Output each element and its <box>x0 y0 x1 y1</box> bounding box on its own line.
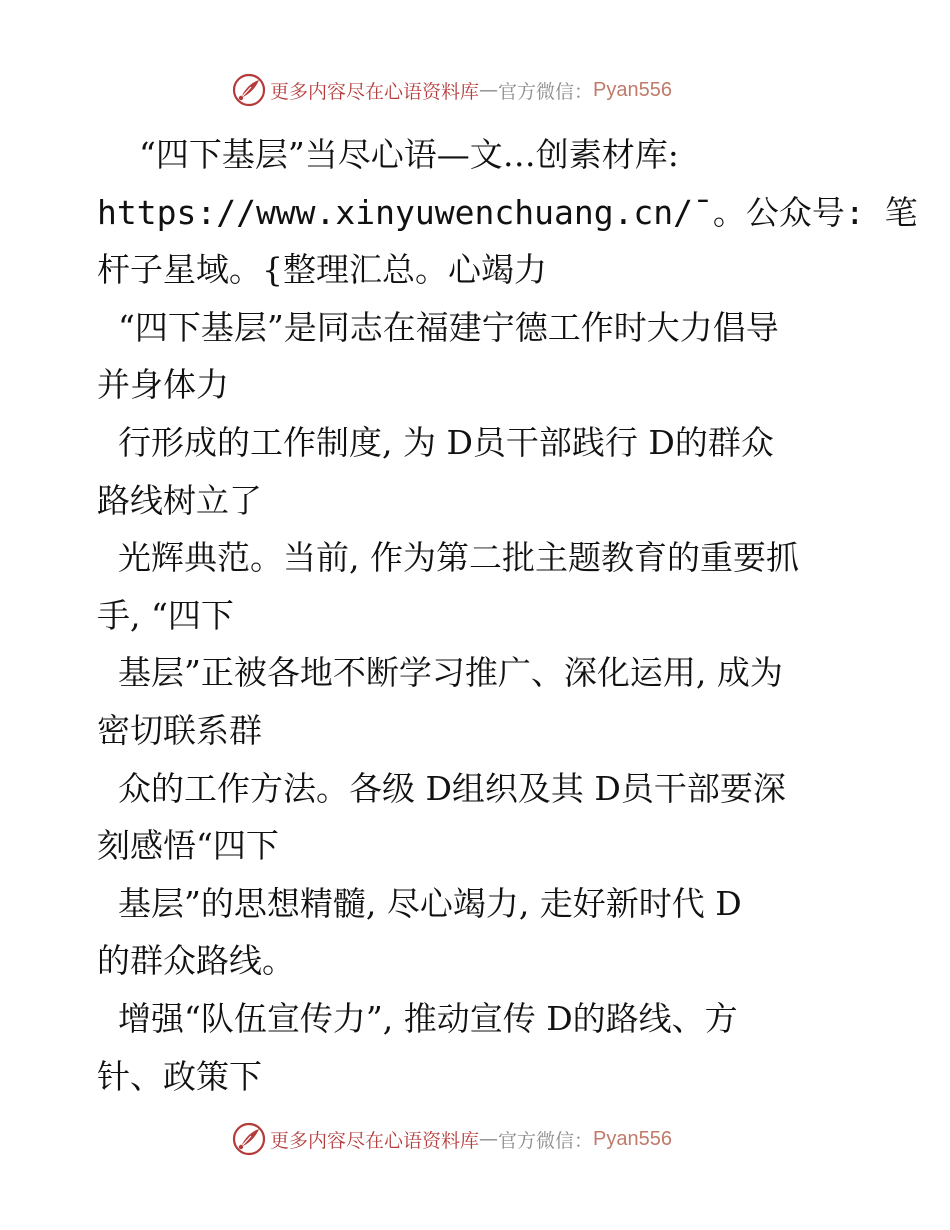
banner-wechat-label: 官方微信： <box>498 1129 594 1152</box>
body-line: 光辉典范。当前, 作为第二批主题教育的重要抓 <box>97 538 799 578</box>
banner-separator: — <box>479 1128 499 1150</box>
banner-wechat-id: Pyan556 <box>593 78 672 101</box>
body-line: 的群众路线。 <box>97 941 295 981</box>
body-line: 基层”正被各地不断学习推广、深化运用, 成为 <box>97 653 783 693</box>
body-line: “四下基层”当尽心语—文…创素材库: <box>97 135 679 174</box>
body-line: 密切联系群 <box>97 710 262 750</box>
body-line: 行形成的工作制度, 为 D员干部践行 D的群众 <box>97 422 774 462</box>
body-line: 增强“队伍宣传力”, 推动宣传 D的路线、方 <box>97 998 738 1038</box>
document-body <box>97 126 918 1105</box>
body-line-url: https://www.xinyuwenchuang.cn/¯。公众号: 笔 <box>97 192 918 232</box>
body-line: 众的工作方法。各级 D组织及其 D员干部要深 <box>97 768 786 808</box>
body-line: 刻感悟“四下 <box>97 826 279 866</box>
body-line: 并身体力 <box>97 365 229 405</box>
banner-separator: — <box>479 79 499 101</box>
body-line: 路线树立了 <box>97 480 262 520</box>
body-line: 针、政策下 <box>97 1056 262 1096</box>
banner-text: 更多内容尽在心语资料库 <box>270 1129 480 1152</box>
banner-wechat-label: 官方微信： <box>498 80 594 103</box>
body-line: 手, “四下 <box>97 595 234 635</box>
body-line: “四下基层”是同志在福建宁德工作时大力倡导 <box>97 307 779 347</box>
banner-wechat-id: Pyan556 <box>593 1127 672 1150</box>
body-line: 基层”的思想精髓, 尽心竭力, 走好新时代 D <box>97 883 742 923</box>
feather-pen-logo-icon <box>232 73 266 107</box>
header-banner <box>232 72 732 108</box>
banner-text: 更多内容尽在心语资料库 <box>270 80 480 103</box>
feather-pen-logo-icon <box>232 1122 266 1156</box>
body-line: 杆子星域。{整理汇总。心竭力 <box>97 250 547 290</box>
footer-banner <box>232 1121 732 1157</box>
